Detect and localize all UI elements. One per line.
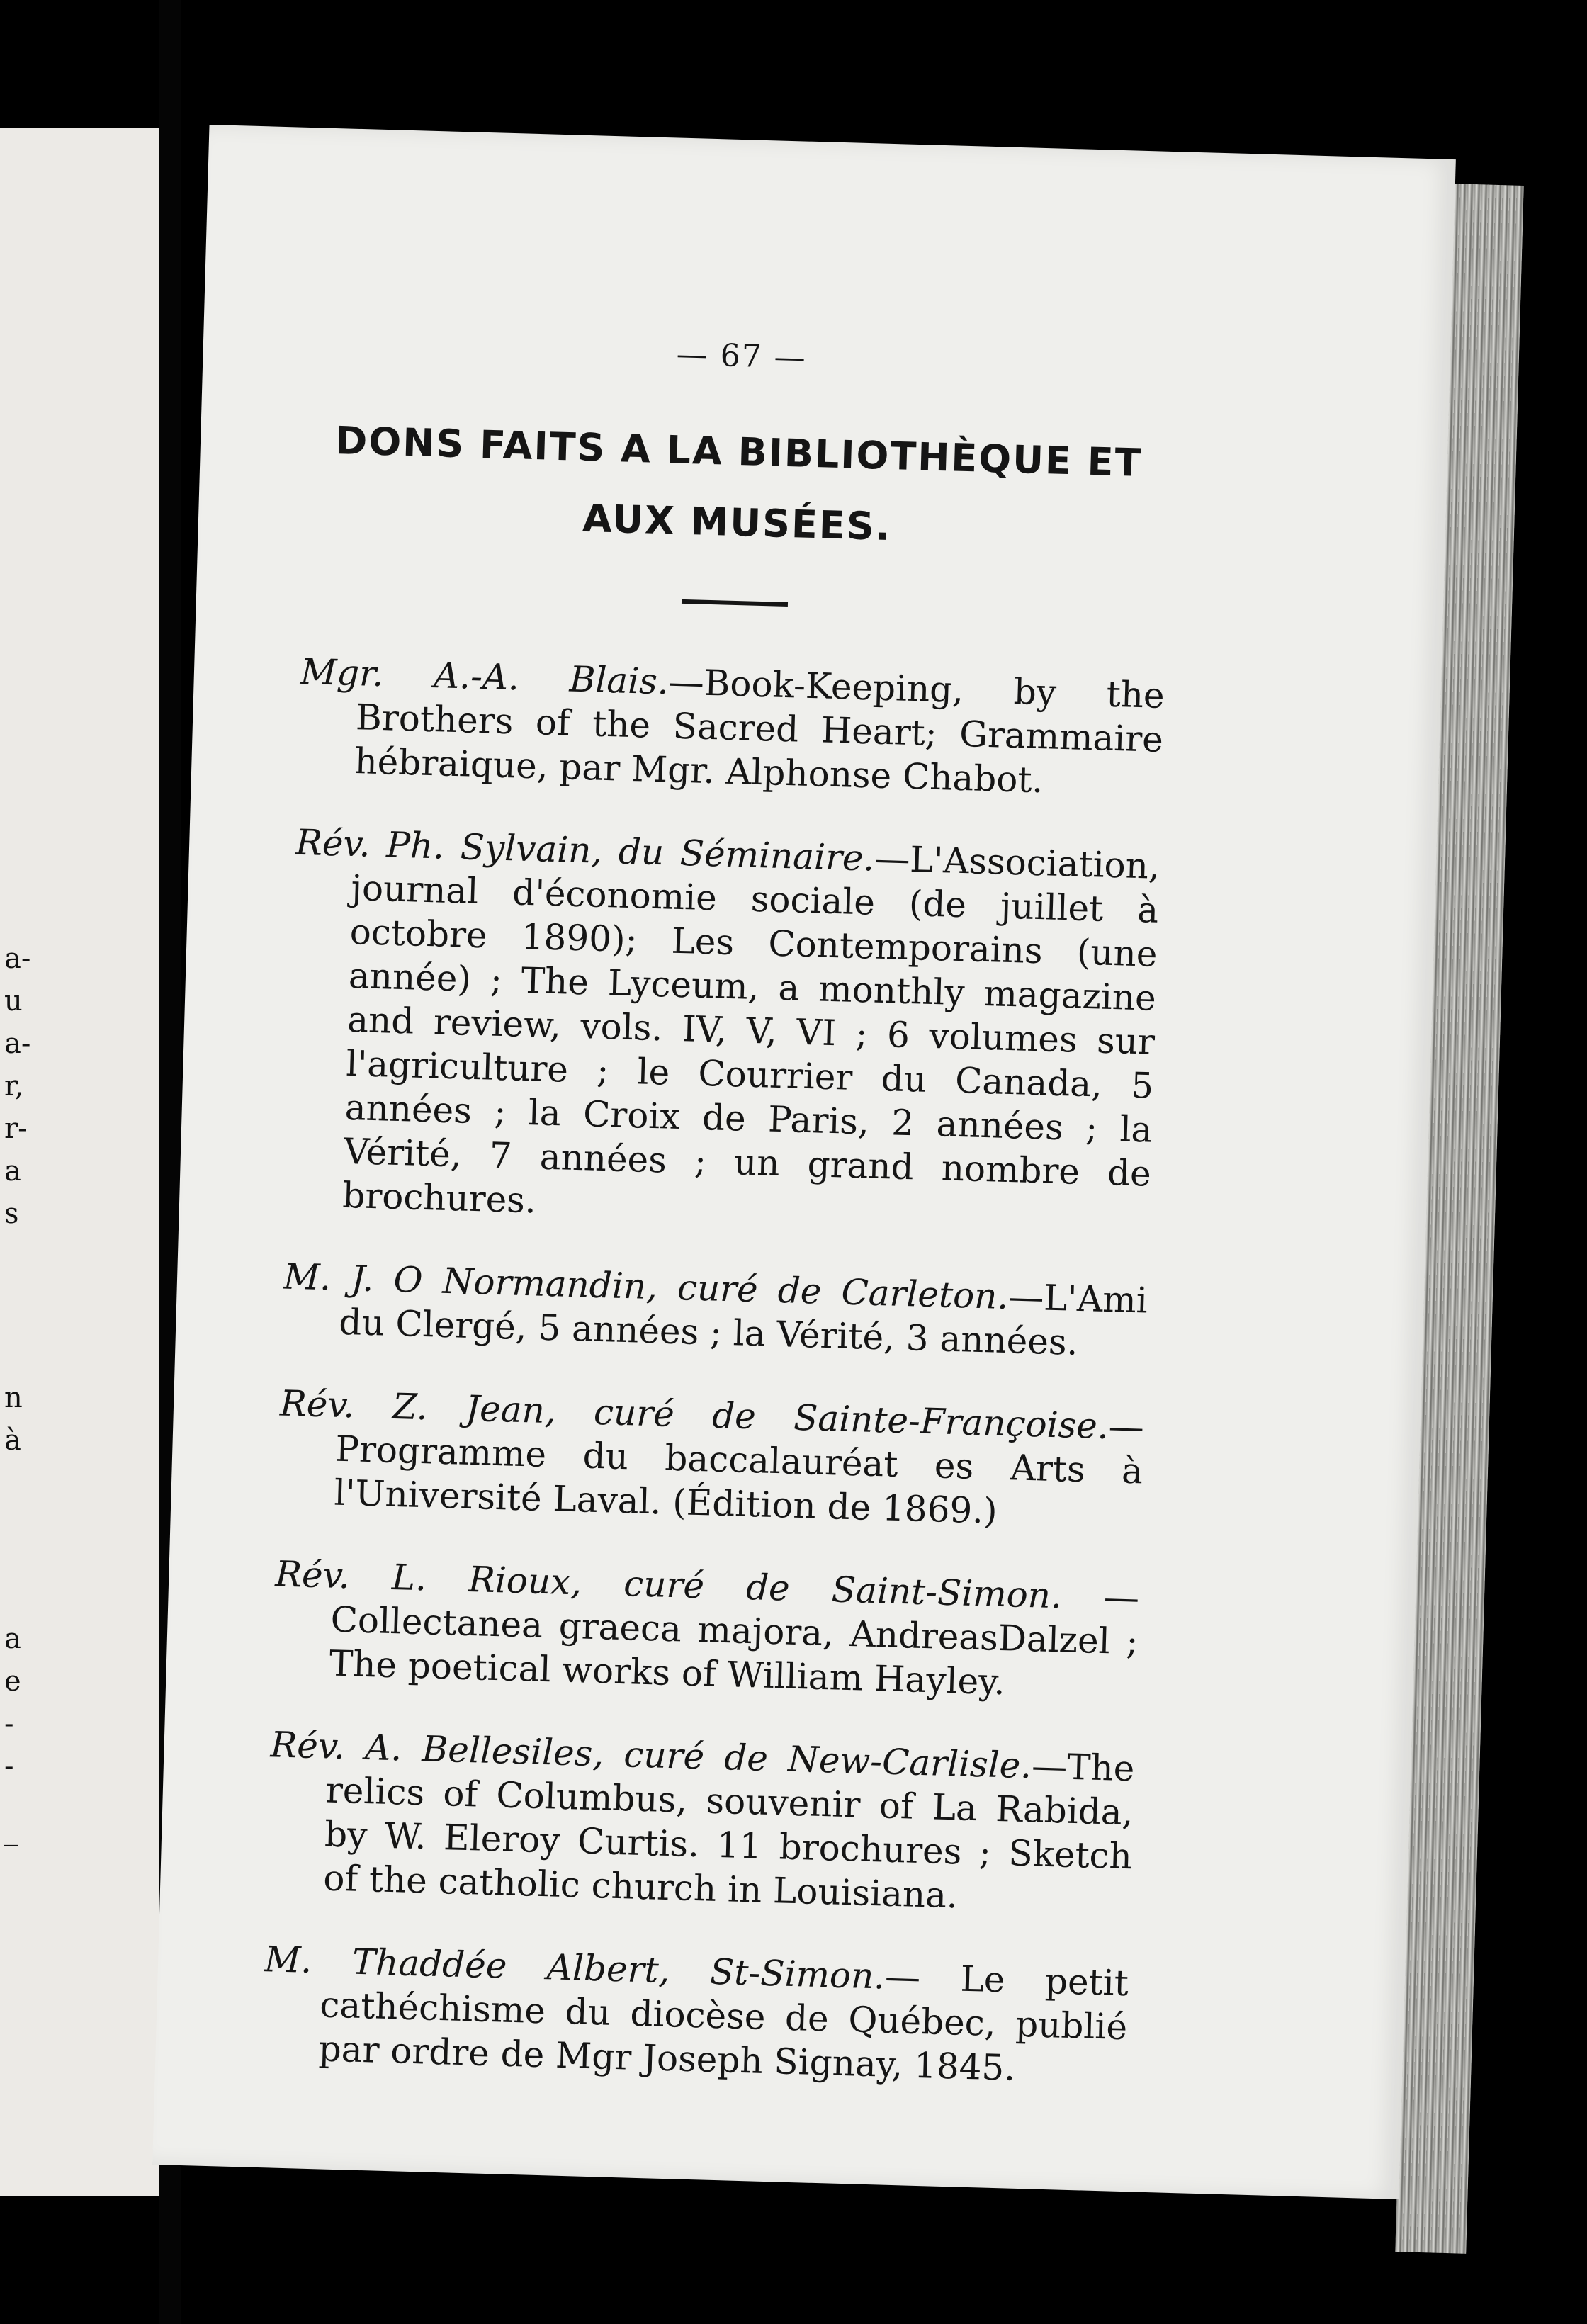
left-page-text: a-	[4, 942, 31, 975]
book-page	[152, 125, 1456, 2199]
left-page-text: a	[4, 1155, 21, 1188]
donor-name: Rév. Z. Jean, curé de Sainte-Françoise.	[279, 1382, 1109, 1448]
donor-name: Mgr. A.-A. Blais.	[300, 650, 670, 703]
donation-items: —L'Ami du Clergé, 5 années ; la Vérité, 3 années.	[338, 1276, 1148, 1363]
left-page-text: a-	[4, 1027, 31, 1060]
donor-name: Rév. A. Bellesiles, curé de New-Carlisle.	[269, 1724, 1032, 1787]
page-number: — 67 —	[676, 336, 808, 376]
left-page-text: s	[4, 1197, 19, 1230]
left-page-fragment	[0, 128, 159, 2196]
left-page-text: u	[4, 985, 23, 1017]
donation-entry	[277, 1381, 1145, 1537]
donor-name: Rév. Ph. Sylvain, du Séminaire.	[295, 821, 876, 879]
donation-items: —The relics of Columbus, souvenir of La Rabida, by W. Eleroy Curtis. 11 brochures ; Sketch of the catholic church in Louisiana.	[322, 1745, 1136, 1917]
heading-line-1: DONS FAITS A LA BIBLIOTHÈQUE ET	[334, 418, 1143, 485]
left-page-text: n	[4, 1382, 23, 1414]
left-page-text: à	[4, 1424, 21, 1457]
page-heading	[304, 405, 1172, 570]
left-page-text: -	[4, 1708, 14, 1740]
left-page-text: -	[4, 1750, 14, 1783]
donor-name: Rév. L. Rioux, curé de Saint-Simon.	[274, 1553, 1063, 1617]
left-page-text: _	[4, 1814, 18, 1846]
donor-name: M. J. O Normandin, curé de Carleton.	[283, 1256, 1010, 1318]
left-page-text: e	[4, 1665, 21, 1698]
donation-entry	[298, 650, 1165, 806]
donor-name: M. Thaddée Albert, St-Simon.	[264, 1939, 886, 1997]
heading-line-2: AUX MUSÉES.	[582, 495, 892, 550]
donation-entry	[261, 1937, 1129, 2093]
donation-items: — Collectanea graeca majora, AndreasDalzel ; The poetical works of William Hayley.	[329, 1575, 1140, 1703]
left-page-text: r,	[4, 1070, 24, 1102]
donation-entry	[286, 820, 1160, 1240]
donation-items: —Book-Keeping, by the Brothers of the Sacred Heart; Grammaire hébraique, par Mgr. Alphonse Chabot.	[354, 661, 1165, 801]
donation-entry	[272, 1552, 1140, 1708]
donation-items: — Le petit cathéchisme du diocèse de Québec, publié par ordre de Mgr Joseph Signay, 1845.	[317, 1956, 1129, 2089]
left-page-text: a	[4, 1623, 21, 1655]
donation-entry	[282, 1255, 1148, 1367]
heading-rule	[682, 599, 788, 607]
left-page-text: r-	[4, 1112, 28, 1145]
donation-items: — Programme du baccalauréat es Arts à l'Université Laval. (Édition de 1869.)	[333, 1406, 1145, 1532]
donation-entry	[266, 1722, 1135, 1922]
donation-items: —L'Association, journal d'économie sociale (de juillet à octobre 1890); Les Contemporains (une année) ; The Lyceum, a monthly magazine and review, vols. IV, V, VI ; 6 volumes sur l'agriculture ; le Courrier du Canada, 5 années ; la Croix de Paris, 2 années ; la Vérité, 7 années ; un grand nombre de brochures.	[341, 837, 1160, 1222]
page-content	[260, 326, 1174, 2132]
